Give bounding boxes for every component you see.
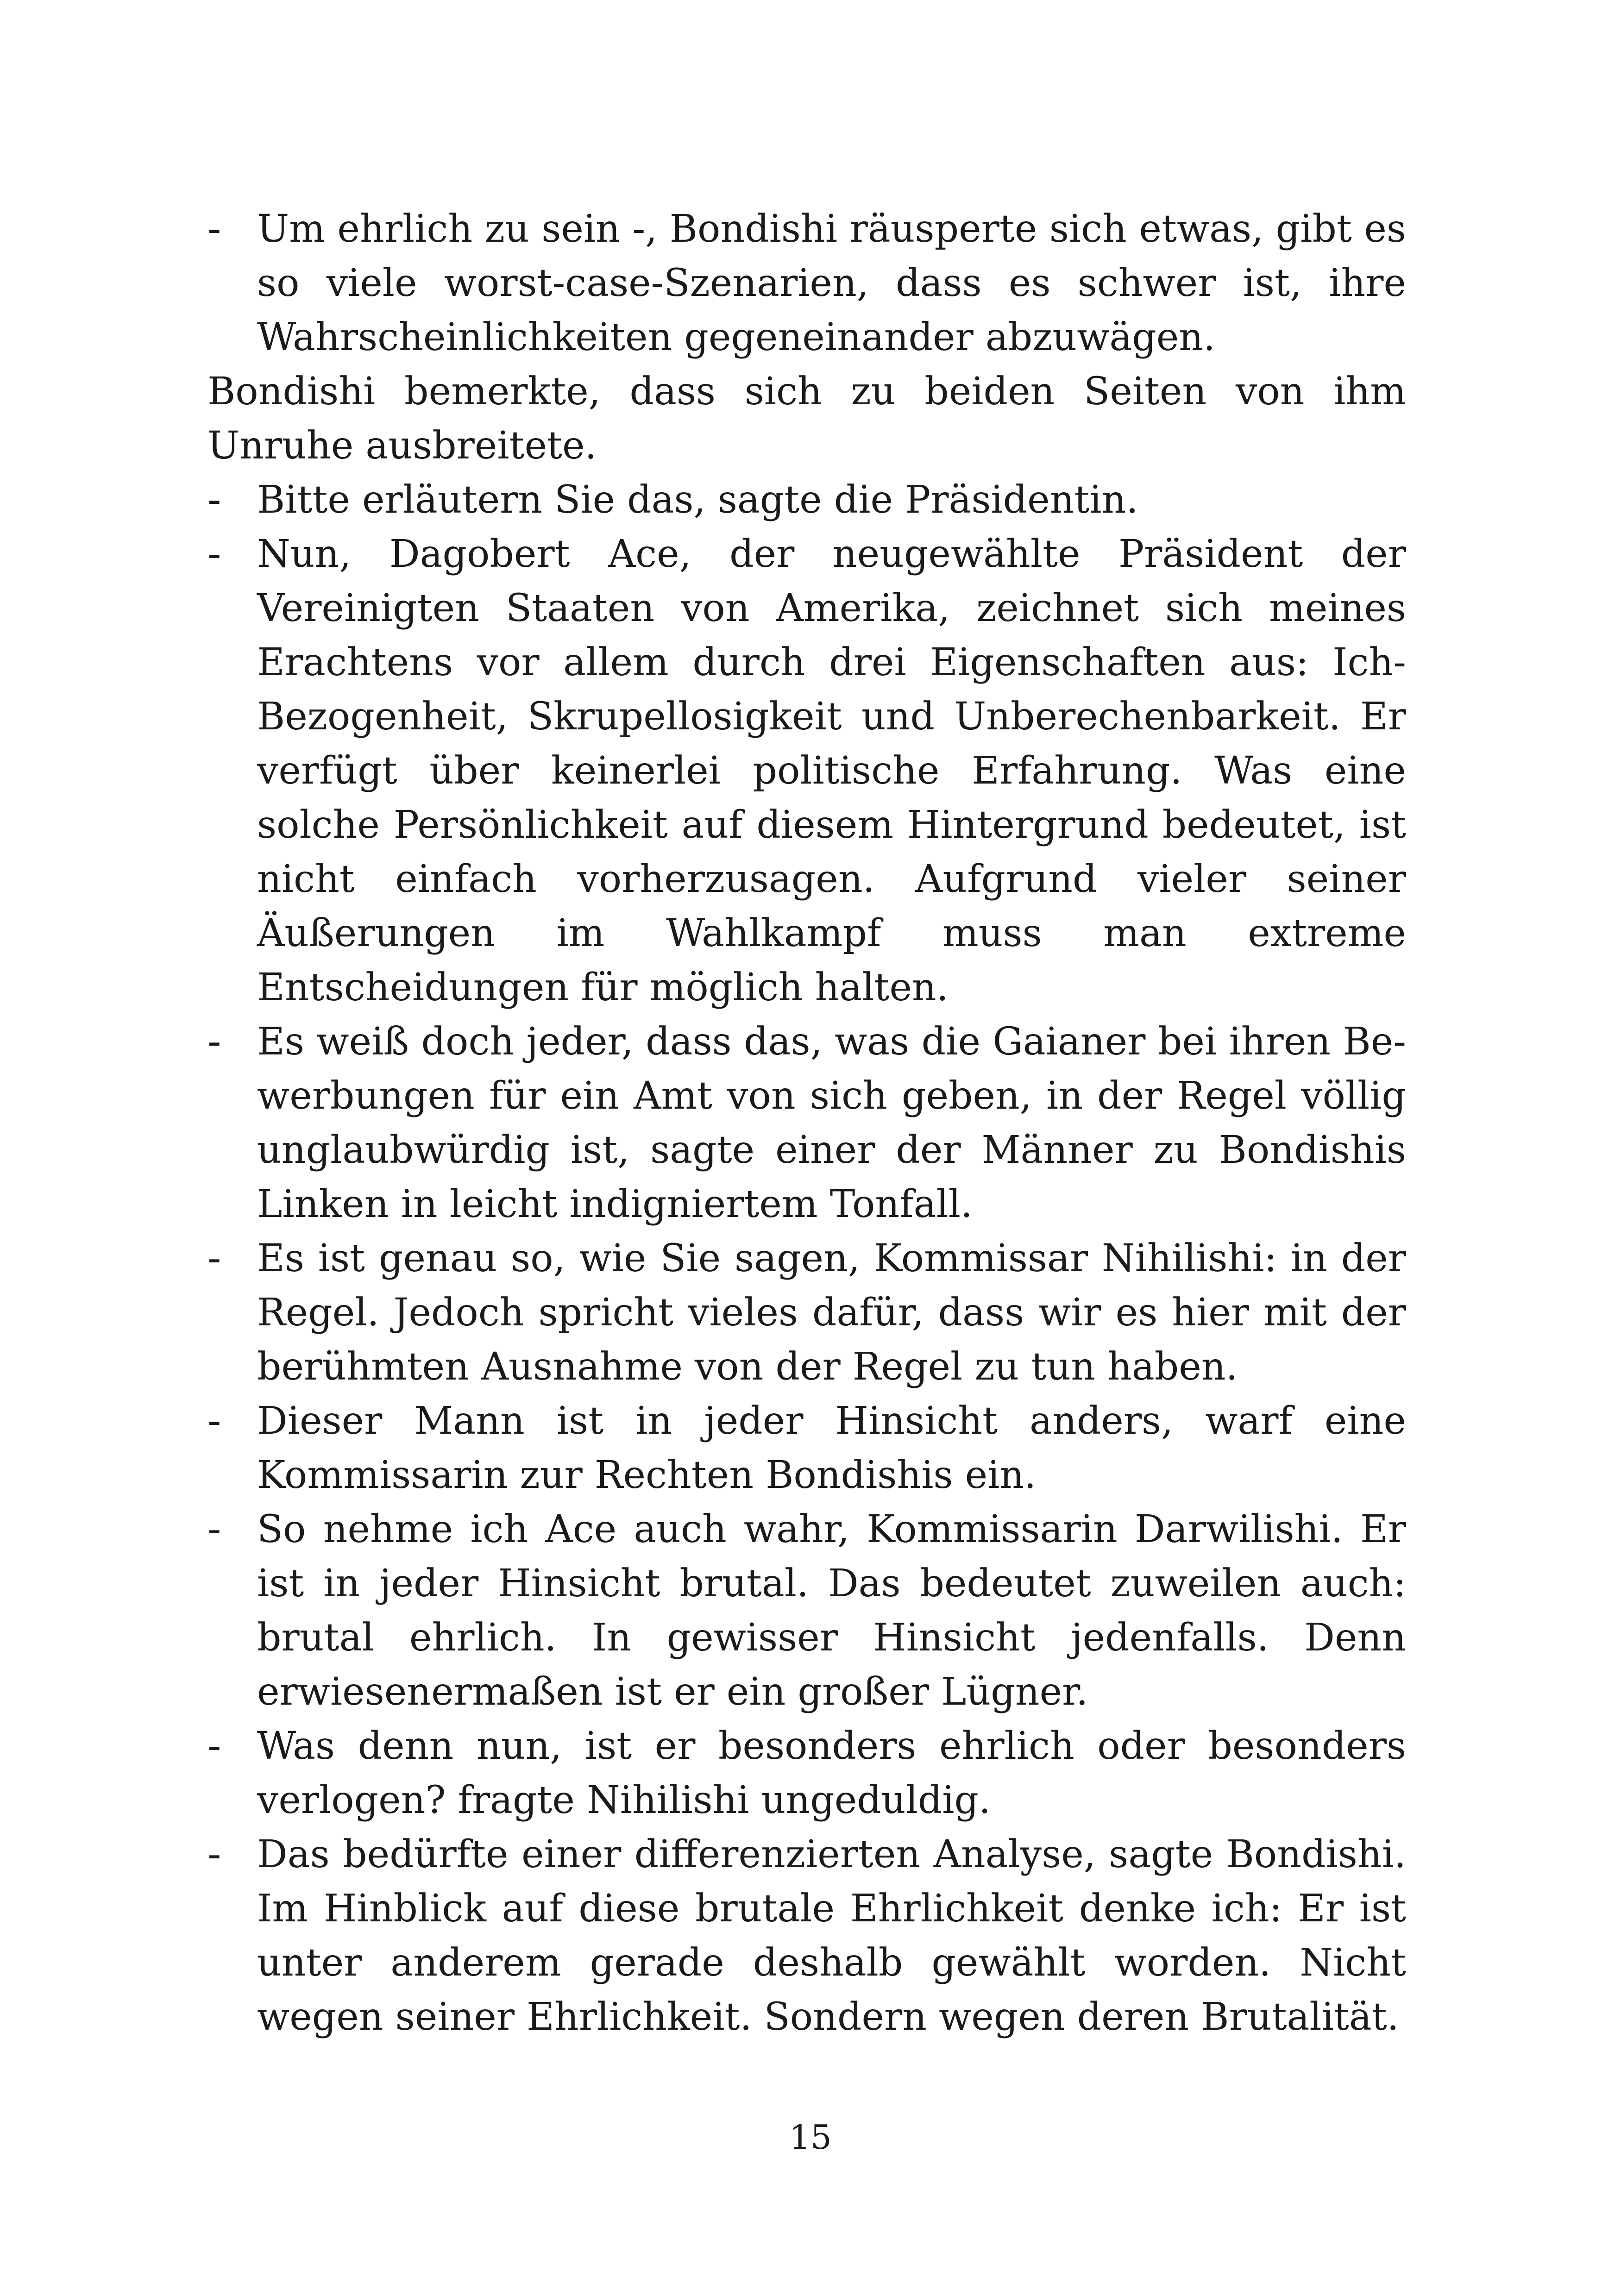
paragraph-text: Bitte erläutern Sie das, sagte die Präsidentin. (257, 478, 1138, 522)
page-body (207, 202, 1406, 2044)
dialogue-dash: - (207, 1724, 221, 1768)
dialogue-dash: - (207, 207, 221, 251)
paragraph-text: Nun, Dagobert Ace, der neugewählte Präsident der Vereinigten Staaten von Amerika, zeichnet sich meines Erachtens vor allem durch drei Eigenschaften aus: Ich-Bezogenheit, Skrupellosigkeit und Unberechenbarkeit. Er verfügt über keinerlei politische Erfahrung. Was eine solche Persönlichkeit auf diesem Hintergrund bedeutet, ist nicht einfach vorherzusagen. Aufgrund vieler seiner Äußerungen im Wahlkampf muss man extreme Entscheidungen für möglich halten. (257, 532, 1406, 1010)
dialogue-paragraph (207, 1015, 1406, 1231)
dialogue-dash: - (207, 1507, 221, 1551)
page-number: 15 (789, 2118, 832, 2157)
paragraph-text: Es weiß doch jeder, dass das, was die Gaianer bei ihren Bewerbungen für ein Amt von sich geben, in der Regel völlig unglaubwürdig ist, sagte einer der Männer zu Bondishis Linken in leicht indigniertem Tonfall. (257, 1020, 1406, 1226)
narration-paragraph (207, 364, 1406, 473)
dialogue-dash: - (207, 1236, 221, 1280)
dialogue-paragraph (207, 527, 1406, 1015)
paragraph-text: Dieser Mann ist in jeder Hinsicht anders, warf eine Kommissarin zur Rechten Bondishis ein. (257, 1399, 1406, 1497)
dialogue-dash: - (207, 478, 221, 522)
dialogue-paragraph (207, 1231, 1406, 1394)
dialogue-dash: - (207, 1020, 221, 1064)
dialogue-paragraph (207, 1719, 1406, 1827)
dialogue-paragraph (207, 1394, 1406, 1502)
paragraph-text: Um ehrlich zu sein -, Bondishi räusperte sich etwas, gibt es so viele worst-case-Szenarien, dass es schwer ist, ihre Wahrscheinlichkeiten gegeneinander abzuwägen. (257, 207, 1406, 359)
dialogue-dash: - (207, 532, 221, 576)
paragraph-text: So nehme ich Ace auch wahr, Kommissarin Darwilishi. Er ist in jeder Hinsicht brutal. Das bedeutet zuweilen auch: brutal ehrlich. In gewisser Hinsicht jedenfalls. Denn erwiesenermaßen ist er ein großer Lügner. (257, 1507, 1406, 1714)
paragraph-text: Es ist genau so, wie Sie sagen, Kommissar Nihilishi: in der Regel. Jedoch spricht vieles dafür, dass wir es hier mit der berühmten Ausnahme von der Regel zu tun haben. (257, 1236, 1406, 1389)
dialogue-paragraph (207, 202, 1406, 364)
dialogue-dash: - (207, 1399, 221, 1443)
paragraph-text: Bondishi bemerkte, dass sich zu beiden Seiten von ihm Unruhe ausbreitete. (207, 370, 1406, 468)
dialogue-dash: - (207, 1832, 221, 1876)
paragraph-text: Das bedürfte einer differenzierten Analyse, sagte Bondishi. Im Hinblick auf diese brutale Ehrlichkeit denke ich: Er ist unter anderem gerade deshalb gewählt worden. Nicht wegen seiner Ehrlichkeit. Sondern wegen deren Brutalität. (257, 1832, 1406, 2039)
dialogue-paragraph (207, 1827, 1406, 2044)
dialogue-paragraph (207, 473, 1406, 527)
paragraph-text: Was denn nun, ist er besonders ehrlich oder besonders verlogen? fragte Nihilishi ungeduldig. (257, 1724, 1406, 1822)
dialogue-paragraph (207, 1502, 1406, 1719)
